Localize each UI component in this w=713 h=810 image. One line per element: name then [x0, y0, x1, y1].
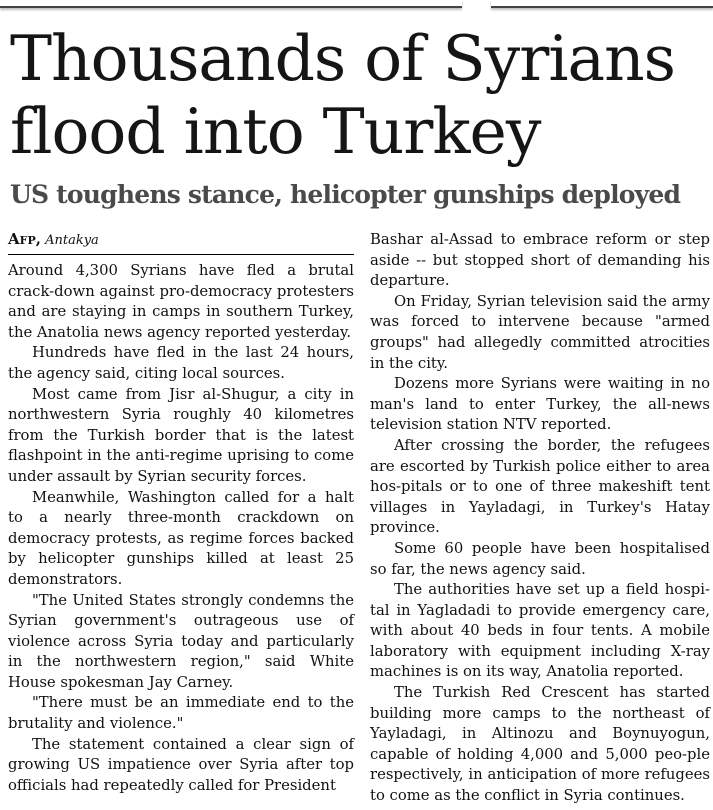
article-column-left [8, 261, 354, 796]
paragraph: Dozens more Syrians were waiting in no man's land to enter Turkey, the all-news television station NTV reported. [370, 375, 710, 434]
paragraph: Hundreds have fled in the last 24 hours, the agency said, citing local sources. [8, 344, 354, 382]
paragraph: The Turkish Red Crescent has started building more camps to the northeast of Yayladagi, in Altinozu and Boynuyogun, capable of holding 4,000 and 5,000 peo-ple respectively, in anticipation of more refugees to come as the conflict in Syria continues. [370, 684, 710, 805]
paragraph: "The United States strongly condemns the Syrian government's outrageous use of violence across Syria today and particularly in the northwestern region," said White House spokesman Jay Carney. [8, 591, 354, 691]
subheadline: US toughens stance, helicopter gunships deployed [10, 180, 681, 209]
byline-agency: Afp, [8, 230, 41, 248]
paragraph: After crossing the border, the refugees are escorted by Turkish police either to area hos-pitals or to one of three makeshift tent villages in Yayladagi, in Turkey's Hatay province. [370, 436, 710, 537]
paragraph: The statement contained a clear sign of growing US impatience over Syria after top officials had repeatedly called for President [8, 735, 354, 794]
top-rule-left [0, 0, 462, 8]
article-column-right [370, 230, 710, 807]
paragraph: Most came from Jisr al-Shugur, a city in northwestern Syria roughly 40 kilometres from the Turkish border that is the latest flashpoint in the anti-regime uprising to come under assault by Syrian security forces. [8, 385, 354, 485]
headline: Thousands of Syrians flood into Turkey [10, 22, 676, 168]
paragraph: The authorities have set up a field hospi-tal in Yagladadi to provide emergency care, with about 40 beds in four tents. A mobile laboratory with equipment including X-ray machines is on its way, Anatolia reported. [370, 581, 710, 681]
top-rule-right [491, 0, 713, 8]
byline-location: Antakya [45, 233, 99, 248]
paragraph: On Friday, Syrian television said the army was forced to intervene because "armed groups" had allegedly committed atrocities in the city. [370, 292, 710, 372]
byline [8, 228, 354, 255]
paragraph: Bashar al-Assad to embrace reform or step aside -- but stopped short of demanding his departure. [370, 231, 710, 290]
paragraph: Some 60 people have been hospitalised so far, the news agency said. [370, 539, 710, 578]
paragraph: Around 4,300 Syrians have fled a brutal crack-down against pro-democracy protesters and are staying in camps in southern Turkey, the Anatolia news agency reported yesterday. [8, 262, 354, 341]
paragraph: Meanwhile, Washington called for a halt to a nearly three-month crackdown on democracy protests, as regime forces backed by helicopter gunships killed at least 25 demonstrators. [8, 488, 354, 588]
paragraph: "There must be an immediate end to the brutality and violence." [8, 694, 354, 733]
